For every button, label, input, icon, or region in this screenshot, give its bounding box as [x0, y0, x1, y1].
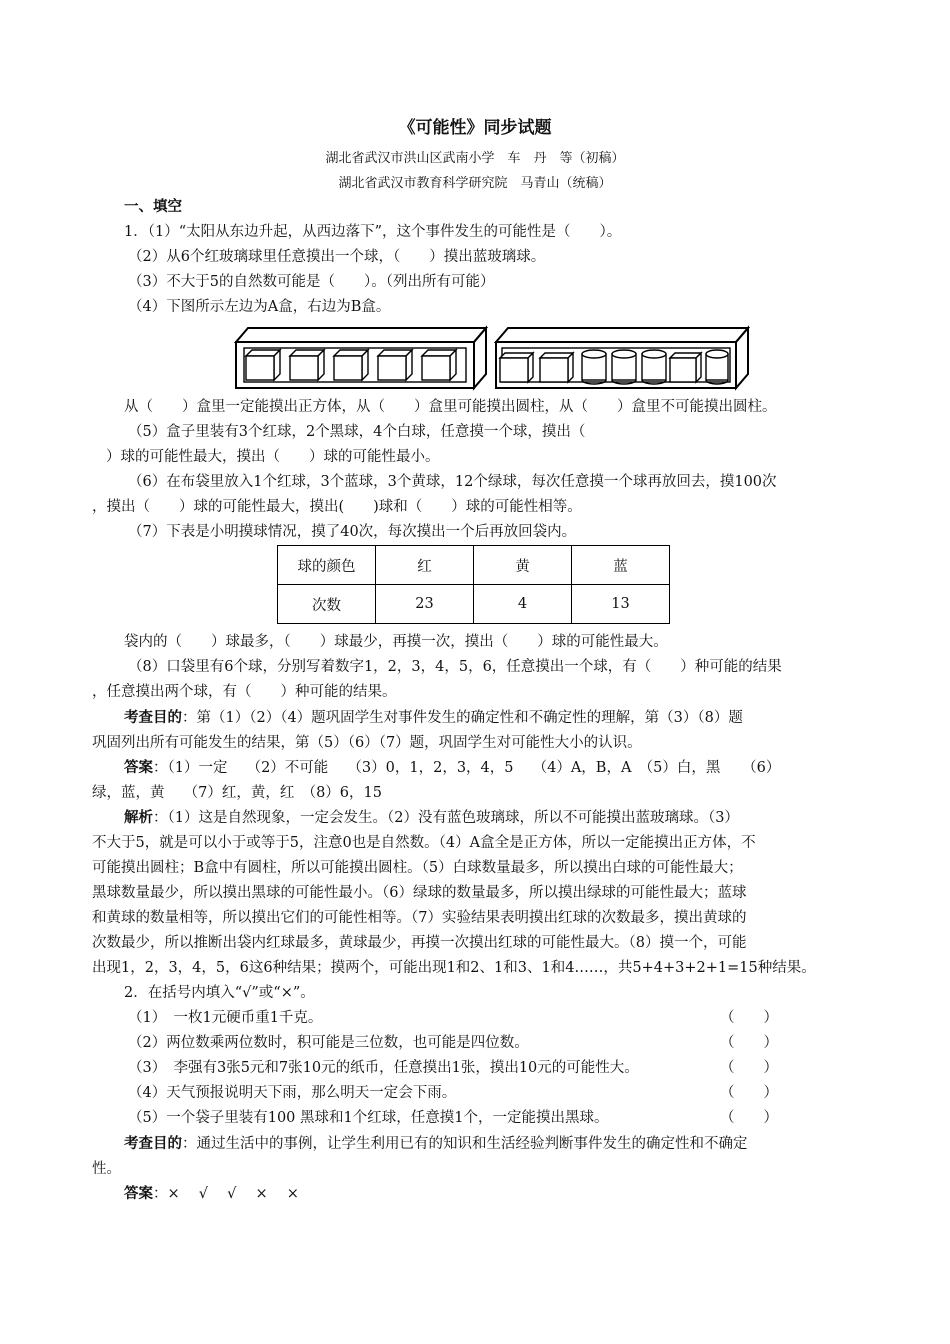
q2-answer	[124, 1184, 299, 1204]
q1-analysis-line3: 可能摸出圆柱；B盒中有圆柱，所以可能摸出圆柱。（5）白球数量最多，所以摸出白球的可能性最大；	[92, 860, 743, 876]
purpose-text: ：通过生活中的事例，让学生利用已有的知识和生活经验判断事件发生的确定性和不确定	[182, 1136, 748, 1152]
q2-answer-blank-3: （ ）	[720, 1060, 778, 1076]
answer-text: ：（1）一定 （2）不可能 （3）0，1，2，3，4，5 （4）A，B，A （5）白，黑 （6）	[153, 760, 781, 776]
answer-text: ：× √ √ × ×	[153, 1186, 299, 1202]
q1-part2: （2）从6个红玻璃球里任意摸出一个球，（ ）摸出蓝玻璃球。	[128, 249, 546, 265]
q1-analysis-line7: 出现1，2，3，4，5，6这6种结果；摸两个，可能出现1和2、1和3、1和4……，共5+4+3+2+1=15种结果。	[92, 960, 816, 976]
q1-analysis-line1	[124, 808, 739, 828]
table-header-cell: 红	[376, 546, 474, 585]
cylinder-icon	[642, 350, 666, 384]
q2-item-3: （3） 李强有3张5元和7张10元的纸币，任意摸出1张，摸出10元的可能性大。	[128, 1060, 639, 1076]
q2-answer-blank-4: （ ）	[720, 1085, 778, 1101]
q1-part6-line1: （6）在布袋里放入1个红球，3个蓝球，3个黄球，12个绿球，每次任意摸一个球再放回去，摸100次	[128, 474, 777, 490]
table-header-cell: 蓝	[572, 546, 670, 585]
q2-item-5: （5）一个袋子里装有100 黑球和1个红球，任意摸1个，一定能摸出黑球。	[128, 1110, 609, 1126]
q1-answer-line2: 绿，蓝，黄 （7）红，黄，红 （8）6，15	[92, 785, 382, 801]
cube-icon	[246, 350, 280, 380]
q2-purpose-line1	[124, 1134, 748, 1154]
table-cell: 4	[474, 585, 572, 624]
cylinder-icon	[612, 350, 636, 384]
q1-part8-line2: ，任意摸出两个球，有（ ）种可能的结果。	[92, 684, 397, 700]
cube-icon	[378, 350, 412, 380]
box-b-items	[500, 350, 728, 384]
author-line-2: 湖北省武汉市教育科学研究院 马青山（统稿）	[338, 176, 612, 191]
answer-label: 答案	[124, 760, 153, 776]
q2-answer-blank-2: （ ）	[720, 1035, 778, 1051]
purpose-label: 考查目的	[124, 710, 182, 726]
q2-item-4: （4）天气预报说明天下雨，那么明天一定会下雨。	[128, 1085, 457, 1101]
page-title: 《可能性》同步试题	[398, 118, 552, 138]
cube-icon	[670, 353, 701, 382]
q1-part1: 1．（1）“太阳从东边升起，从西边落下”，这个事件发生的可能性是（ ）。	[124, 224, 622, 240]
table-cell: 次数	[278, 585, 376, 624]
q2-answer-blank-5: （ ）	[720, 1110, 778, 1126]
analysis-label: 解析	[124, 810, 153, 826]
q1-analysis-line5: 和黄球的数量相等，所以摸出它们的可能性相等。（7）实验结果表明摸出红球的次数最多，摸出黄球的	[92, 910, 747, 926]
analysis-text: ：（1）这是自然现象，一定会发生。（2）没有蓝色玻璃球，所以不可能摸出蓝玻璃球。（3）	[153, 810, 739, 826]
table-header-cell: 黄	[474, 546, 572, 585]
ball-count-table	[277, 545, 670, 624]
q1-part5-line2: ）球的可能性最大，摸出（ ）球的可能性最小。	[106, 449, 440, 465]
section-heading-fill-blank: 一、填空	[124, 199, 182, 215]
q1-analysis-line4: 黑球数量最少，所以摸出黑球的可能性最小。（6）绿球的数量最多，所以摸出绿球的可能性最大；蓝球	[92, 885, 747, 901]
q2-answer-blank-1: （ ）	[720, 1010, 778, 1026]
cube-icon	[422, 350, 456, 380]
cube-icon	[290, 350, 324, 380]
table-cell: 13	[572, 585, 670, 624]
q1-part8-line1: （8）口袋里有6个球，分别写着数字1，2，3，4，5，6，任意摸出一个球，有（ ）种可能的结果	[128, 659, 782, 675]
answer-label: 答案	[124, 1186, 153, 1202]
table-header-cell: 球的颜色	[278, 546, 376, 585]
q1-part4-question: 从（ ）盒里一定能摸出正方体，从（ ）盒里可能摸出圆柱，从（ ）盒里不可能摸出圆柱。	[124, 399, 777, 415]
cylinder-icon	[706, 350, 728, 384]
q1-analysis-line6: 次数最少，所以推断出袋内红球最多，黄球最少，再摸一次摸出红球的可能性最大。（8）摸一个，可能	[92, 935, 747, 951]
purpose-text: ：第（1）（2）（4）题巩固学生对事件发生的确定性和不确定性的理解，第（3）（8）题	[182, 710, 743, 726]
q1-purpose-line2: 巩固列出所有可能发生的结果，第（5）（6）（7）题，巩固学生对可能性大小的认识。	[92, 735, 642, 751]
q1-part5-line1: （5）盒子里装有3个红球，2个黑球，4个白球，任意摸一个球，摸出（	[128, 424, 586, 440]
author-line-1: 湖北省武汉市洪山区武南小学 车 丹 等（初稿）	[325, 151, 625, 166]
q1-part4: （4）下图所示左边为A盒，右边为B盒。	[128, 299, 391, 315]
cube-icon	[500, 353, 533, 382]
q1-part7-question: 袋内的（ ）球最多，（ ）球最少，再摸一次，摸出（ ）球的可能性最大。	[124, 634, 668, 650]
cylinder-icon	[582, 350, 606, 384]
q1-answer-line1	[124, 758, 780, 778]
q1-part3: （3）不大于5的自然数可能是（ ）。（列出所有可能）	[128, 274, 495, 290]
cube-icon	[540, 353, 573, 382]
q1-part7: （7）下表是小明摸球情况，摸了40次，每次摸出一个后再放回袋内。	[128, 524, 577, 540]
table-row	[278, 585, 670, 624]
q1-analysis-line2: 不大于5，就是可以小于或等于5，注意0也是自然数。（4）A盒全是正方体，所以一定能摸出正方体，不	[92, 835, 756, 851]
cube-icon	[334, 350, 368, 380]
purpose-label: 考查目的	[124, 1136, 182, 1152]
box-a-cubes	[246, 350, 456, 380]
q2-intro: 2．在括号内填入“√”或“×”。	[124, 985, 315, 1001]
table-row	[278, 546, 670, 585]
q2-item-2: （2）两位数乘两位数时，积可能是三位数，也可能是四位数。	[128, 1035, 529, 1051]
q2-item-1: （1） 一枚1元硬币重1千克。	[128, 1010, 323, 1026]
table-cell: 23	[376, 585, 474, 624]
q1-purpose-line1	[124, 708, 743, 728]
q1-part6-line2: ，摸出（ ）球的可能性最大，摸出( )球和（ ）球的可能性相等。	[92, 499, 582, 515]
boxes-illustration	[234, 324, 754, 394]
q2-purpose-line2: 性。	[92, 1161, 121, 1177]
